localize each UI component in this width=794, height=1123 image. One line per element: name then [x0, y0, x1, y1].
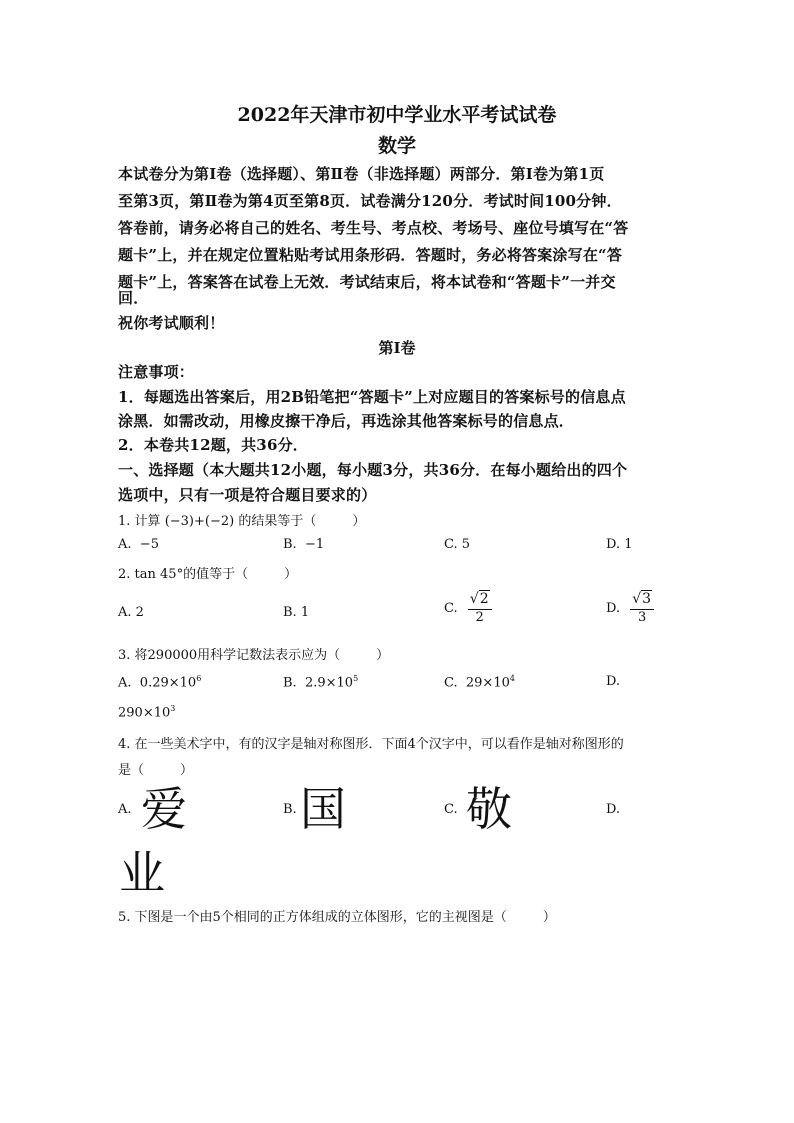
q2-expression: tan 45°: [134, 567, 184, 582]
q1-expression: (−3)+(−2): [164, 514, 235, 529]
q2-c-fraction: $\frac{√2}{2}$: [468, 591, 492, 626]
q4-option-c-char: 敬: [466, 782, 512, 836]
part-heading-line: 选项中，只有一项是符合题目要求的）: [118, 486, 377, 504]
q1-prefix: 1. 计算: [118, 514, 161, 529]
question-3-stem: 3. 将290000用科学记数法表示应为（ ）: [118, 648, 390, 663]
q1-close: ）: [352, 514, 366, 529]
subject-title: 数学: [377, 135, 416, 157]
intro-line: 答卷前，请务必将自己的姓名、考生号、考点校、考场号、座位号填写在“答: [118, 219, 629, 237]
wish-text: 祝你考试顺利！: [118, 314, 225, 332]
q3-option-b: B. $2.9\times 10^5$: [283, 674, 359, 691]
question-4-stem-line2: 是（ ）: [118, 763, 194, 778]
section-title: 第Ⅰ卷: [378, 339, 416, 357]
q3-option-d-value: $290\times 10^3$: [118, 704, 176, 721]
q4-option-a-letter: A.: [118, 802, 132, 817]
q4-option-d-char: 业: [119, 846, 165, 900]
intro-line: 回．: [118, 289, 149, 307]
q4-option-d-letter: D.: [606, 802, 621, 817]
q2-option-d: D. $\frac{√3}{3}$: [606, 591, 654, 626]
question-1-stem: [118, 510, 365, 529]
q4-option-b-letter: B.: [283, 802, 297, 817]
q1-option-c: C. 5: [444, 537, 471, 552]
q1-option-a: A. −5: [118, 537, 159, 552]
question-4-stem-line1: 4. 在一些美术字中，有的汉字是轴对称图形．下面4个汉字中，可以看作是轴对称图形的: [118, 737, 624, 752]
q3-option-c: C. $29\times 10^4$: [444, 674, 515, 691]
q1-suffix: 的结果等于（: [238, 514, 317, 529]
note-1-line: 涂黑．如需改动，用橡皮擦干净后，再选涂其他答案标号的信息点．: [118, 412, 575, 430]
question-5-stem: 5. 下图是一个由5个相同的正方体组成的立体图形，它的主视图是（ ）: [118, 910, 556, 925]
question-2-stem: 2. tan 45°的值等于（ ）: [118, 567, 298, 582]
part-heading-line: 一、选择题（本大题共12小题，每小题3分，共36分．在每小题给出的四个: [118, 461, 628, 479]
intro-line: 题卡”上，答案答在试卷上无效．考试结束后，将本试卷和“答题卡”一并交: [118, 273, 616, 291]
q2-option-a: A. 2: [118, 605, 144, 620]
q1-option-b: B. −1: [283, 537, 325, 552]
exam-title: 2022年天津市初中学业水平考试试卷: [237, 104, 557, 126]
q2-option-b: B. 1: [283, 605, 310, 620]
intro-line: 题卡”上，并在规定位置粘贴考试用条形码．答题时，务必将答案涂写在“答: [118, 246, 623, 264]
q4-option-c-letter: C.: [444, 802, 458, 817]
intro-line: 本试卷分为第Ⅰ卷（选择题）、第Ⅱ卷（非选择题）两部分．第Ⅰ卷为第1页: [118, 165, 605, 183]
q4-option-b-char: 国: [300, 782, 346, 836]
notes-heading: 注意事项：: [118, 363, 195, 381]
q3-option-d-letter: D.: [606, 674, 621, 689]
note-2: 2．本卷共12题，共36分．: [118, 436, 308, 454]
q4-option-a-char: 爱: [141, 782, 187, 836]
q1-option-d: D. 1: [606, 537, 633, 552]
note-1-line: 1．每题选出答案后，用2B铅笔把“答题卡”上对应题目的答案标号的信息点: [118, 388, 626, 406]
q2-d-fraction: $\frac{√3}{3}$: [630, 591, 654, 626]
intro-line: 至第3页，第Ⅱ卷为第4页至第8页．试卷满分120分．考试时间100分钟．: [118, 192, 622, 210]
q3-option-a: A. $0.29\times 10^6$: [118, 674, 202, 691]
q2-option-c: C. $\frac{√2}{2}$: [444, 591, 492, 626]
